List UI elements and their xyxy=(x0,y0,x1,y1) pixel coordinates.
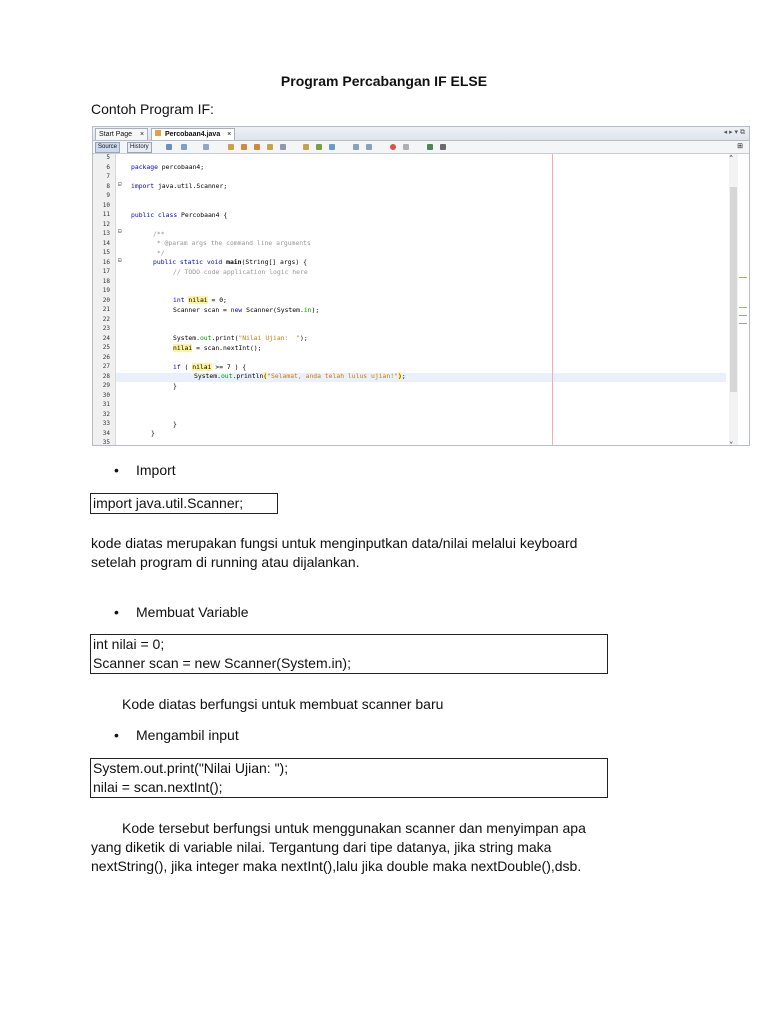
start-macro-icon[interactable] xyxy=(390,144,396,150)
code-line-33: } xyxy=(173,419,177,428)
paragraph-line: setelah program di running atau dijalankan. xyxy=(91,554,360,570)
code-line-8 xyxy=(131,182,227,190)
tab-label: Start Page xyxy=(99,131,133,138)
code-line-14: * @param args the command line arguments xyxy=(153,239,311,247)
heading-text: Import xyxy=(136,462,176,478)
heading-text: Mengambil input xyxy=(136,727,239,743)
code-text: System. xyxy=(173,334,200,342)
code-text: Percobaan4 { xyxy=(177,210,228,219)
fold-toggle-icon[interactable]: ⊟ xyxy=(118,181,122,188)
code-text: ); xyxy=(299,334,308,342)
paragraph-line: Kode tersebut berfungsi untuk menggunakan scanner dan menyimpan apa xyxy=(122,820,586,836)
code-box-line: Scanner scan = new Scanner(System.in); xyxy=(93,655,351,671)
editor-toolbar xyxy=(93,141,749,154)
code-text: (String[] args) { xyxy=(241,258,307,266)
code-line-28 xyxy=(194,372,406,380)
code-text: Scanner(System. xyxy=(242,305,304,314)
line-number: 34 xyxy=(102,429,110,437)
close-icon[interactable]: × xyxy=(140,131,145,138)
line-number: 23 xyxy=(102,325,110,332)
keyword: int xyxy=(173,296,185,304)
tab-navigation-controls[interactable]: ◂ ▸ ▾ ⧉ xyxy=(723,129,745,136)
line-number: 25 xyxy=(102,344,110,351)
error-stripe-mark[interactable] xyxy=(739,307,747,308)
code-line-21 xyxy=(173,306,319,314)
heading-text: Membuat Variable xyxy=(136,604,249,620)
comment-icon[interactable] xyxy=(427,144,433,150)
line-number: 19 xyxy=(102,287,110,294)
code-box-line: nilai = scan.nextInt(); xyxy=(93,779,223,795)
scroll-up-icon[interactable]: ⌃ xyxy=(729,154,734,162)
code-line-6 xyxy=(131,163,204,171)
description-input xyxy=(91,819,711,876)
paragraph-line: Kode diatas berfungsi untuk membuat scanner baru xyxy=(122,696,444,712)
keyword: if xyxy=(173,362,181,371)
shift-right-icon[interactable] xyxy=(366,144,372,150)
line-number: 31 xyxy=(102,401,110,408)
code-line-20 xyxy=(173,296,227,304)
keyword: new xyxy=(230,305,243,314)
editor-tabbar xyxy=(93,127,749,141)
code-text: ); xyxy=(311,305,320,314)
bullet-icon: • xyxy=(114,462,119,478)
paragraph-line: yang diketik di variable nilai. Tergantung dari tipe datanya, jika string maka xyxy=(91,839,552,855)
scrollbar-thumb[interactable] xyxy=(730,187,737,392)
code-line-34: } xyxy=(151,429,155,437)
tab-percobaan4[interactable] xyxy=(151,128,235,140)
paragraph-line: nextString(), jika integer maka nextInt(),lalu jika double maka nextDouble(),dsb. xyxy=(91,858,582,874)
code-line-29: } xyxy=(173,381,177,390)
history-button[interactable]: History xyxy=(127,142,152,153)
code-text: >= 7 ) { xyxy=(211,362,247,371)
vertical-scrollbar[interactable] xyxy=(729,154,738,445)
code-line-15: */ xyxy=(153,248,165,257)
line-number: 20 xyxy=(102,296,110,304)
fold-toggle-icon[interactable]: ⊟ xyxy=(118,228,122,235)
field: in xyxy=(303,305,312,314)
code-text: percobaan4; xyxy=(157,163,205,171)
line-number: 14 xyxy=(102,239,110,247)
code-text: .println xyxy=(232,372,264,380)
shift-left-icon[interactable] xyxy=(353,144,359,150)
previous-bookmark-icon[interactable] xyxy=(303,144,309,150)
variable-highlight: nilai xyxy=(192,362,212,371)
line-number: 30 xyxy=(102,391,110,399)
right-margin-line xyxy=(552,154,553,445)
variable-highlight: nilai xyxy=(173,343,193,352)
line-number: 5 xyxy=(106,154,110,161)
line-number: 12 xyxy=(102,220,110,228)
line-number: 33 xyxy=(102,420,110,427)
split-view-icon[interactable]: ⊞ xyxy=(737,143,743,150)
paren-highlight: ( xyxy=(263,372,268,380)
field: out xyxy=(220,372,233,380)
code-text: java.util.Scanner; xyxy=(154,182,228,190)
code-line-24 xyxy=(173,334,308,342)
paragraph-line: kode diatas merupakan fungsi untuk menginputkan data/nilai melalui keyboard xyxy=(91,535,578,551)
line-number: 11 xyxy=(102,211,110,218)
fold-toggle-icon[interactable]: ⊟ xyxy=(118,257,122,264)
section-heading-import xyxy=(114,462,176,478)
toggle-bookmark-icon[interactable] xyxy=(329,144,335,150)
code-box-line: int nilai = 0; xyxy=(93,636,165,652)
line-number: 7 xyxy=(106,173,110,180)
paren-highlight: ) xyxy=(397,372,402,380)
code-text: System. xyxy=(194,372,221,380)
uncomment-icon[interactable] xyxy=(440,144,446,150)
code-box-import xyxy=(90,493,278,514)
find-next-icon[interactable] xyxy=(254,144,260,150)
section-heading-variable xyxy=(114,604,249,620)
section-heading-input xyxy=(114,727,239,743)
code-text: = 0; xyxy=(207,296,227,304)
string-literal: "Nilai Ujian: " xyxy=(238,334,300,342)
code-text: .print( xyxy=(211,334,239,342)
stop-macro-icon[interactable] xyxy=(403,144,409,150)
code-box-line: System.out.print("Nilai Ujian: "); xyxy=(93,760,289,776)
keyword: public static void xyxy=(153,258,223,266)
line-number: 26 xyxy=(102,353,110,361)
forward-icon[interactable] xyxy=(203,144,209,150)
find-icon[interactable] xyxy=(228,144,234,150)
code-box-line: import java.util.Scanner; xyxy=(93,495,244,511)
toggle-rect-selection-icon[interactable] xyxy=(280,144,286,150)
keyword: import xyxy=(131,182,155,190)
line-number: 8 xyxy=(106,182,110,190)
method-name: main xyxy=(222,258,242,266)
keyword: public class xyxy=(131,210,178,219)
line-number: 6 xyxy=(106,163,110,171)
line-number: 32 xyxy=(102,410,110,418)
line-number: 16 xyxy=(102,258,110,266)
code-line-13: /** xyxy=(153,229,165,238)
line-number: 9 xyxy=(106,192,110,199)
ide-screenshot xyxy=(92,126,750,446)
java-file-icon xyxy=(155,130,161,136)
description-variable xyxy=(122,695,443,714)
find-previous-icon[interactable] xyxy=(241,144,247,150)
code-line-25 xyxy=(173,344,262,352)
code-line-16 xyxy=(153,258,307,266)
line-number: 15 xyxy=(102,249,110,256)
code-text: ; xyxy=(401,372,406,380)
variable-highlight: nilai xyxy=(188,296,208,304)
code-line-17: // TODO code application logic here xyxy=(173,267,308,276)
source-button[interactable]: Source xyxy=(95,142,120,153)
line-number: 35 xyxy=(102,439,110,446)
line-number: 21 xyxy=(102,306,110,313)
tab-start-page[interactable] xyxy=(95,128,148,140)
bullet-icon: • xyxy=(114,604,119,620)
line-number: 18 xyxy=(102,277,110,285)
scroll-down-icon[interactable]: ⌄ xyxy=(729,437,734,445)
line-number: 28 xyxy=(102,372,110,380)
close-icon[interactable]: × xyxy=(227,131,232,138)
error-stripe-mark[interactable] xyxy=(739,315,747,316)
line-number: 10 xyxy=(102,201,110,209)
error-stripe-mark[interactable] xyxy=(739,323,747,324)
code-text: Scanner scan = xyxy=(173,305,231,314)
back-icon[interactable] xyxy=(181,144,187,150)
line-number: 17 xyxy=(102,268,110,275)
code-line-27 xyxy=(173,363,246,371)
code-box-variable xyxy=(90,634,608,674)
line-number: 24 xyxy=(102,334,110,342)
code-text: = scan.nextInt(); xyxy=(192,343,262,352)
line-number-gutter xyxy=(93,154,116,445)
code-line-11 xyxy=(131,211,227,219)
description-import xyxy=(91,534,577,572)
line-number: 27 xyxy=(102,363,110,370)
next-bookmark-icon[interactable] xyxy=(316,144,322,150)
code-box-input xyxy=(90,758,608,798)
tab-label: Percobaan4.java xyxy=(164,131,221,138)
keyword: package xyxy=(131,163,158,171)
code-text: ( xyxy=(180,362,193,371)
error-stripe-mark[interactable] xyxy=(739,277,747,278)
line-number: 29 xyxy=(102,382,110,389)
field: out xyxy=(199,334,212,342)
string-literal: "Selamat, anda telah lulus ujian!" xyxy=(267,372,398,380)
last-edit-icon[interactable] xyxy=(166,144,172,150)
toggle-highlight-icon[interactable] xyxy=(267,144,273,150)
line-number: 13 xyxy=(102,230,110,237)
intro-text: Contoh Program IF: xyxy=(91,101,214,117)
document-title: Program Percabangan IF ELSE xyxy=(280,73,488,89)
bullet-icon: • xyxy=(114,727,119,743)
line-number: 22 xyxy=(102,315,110,323)
